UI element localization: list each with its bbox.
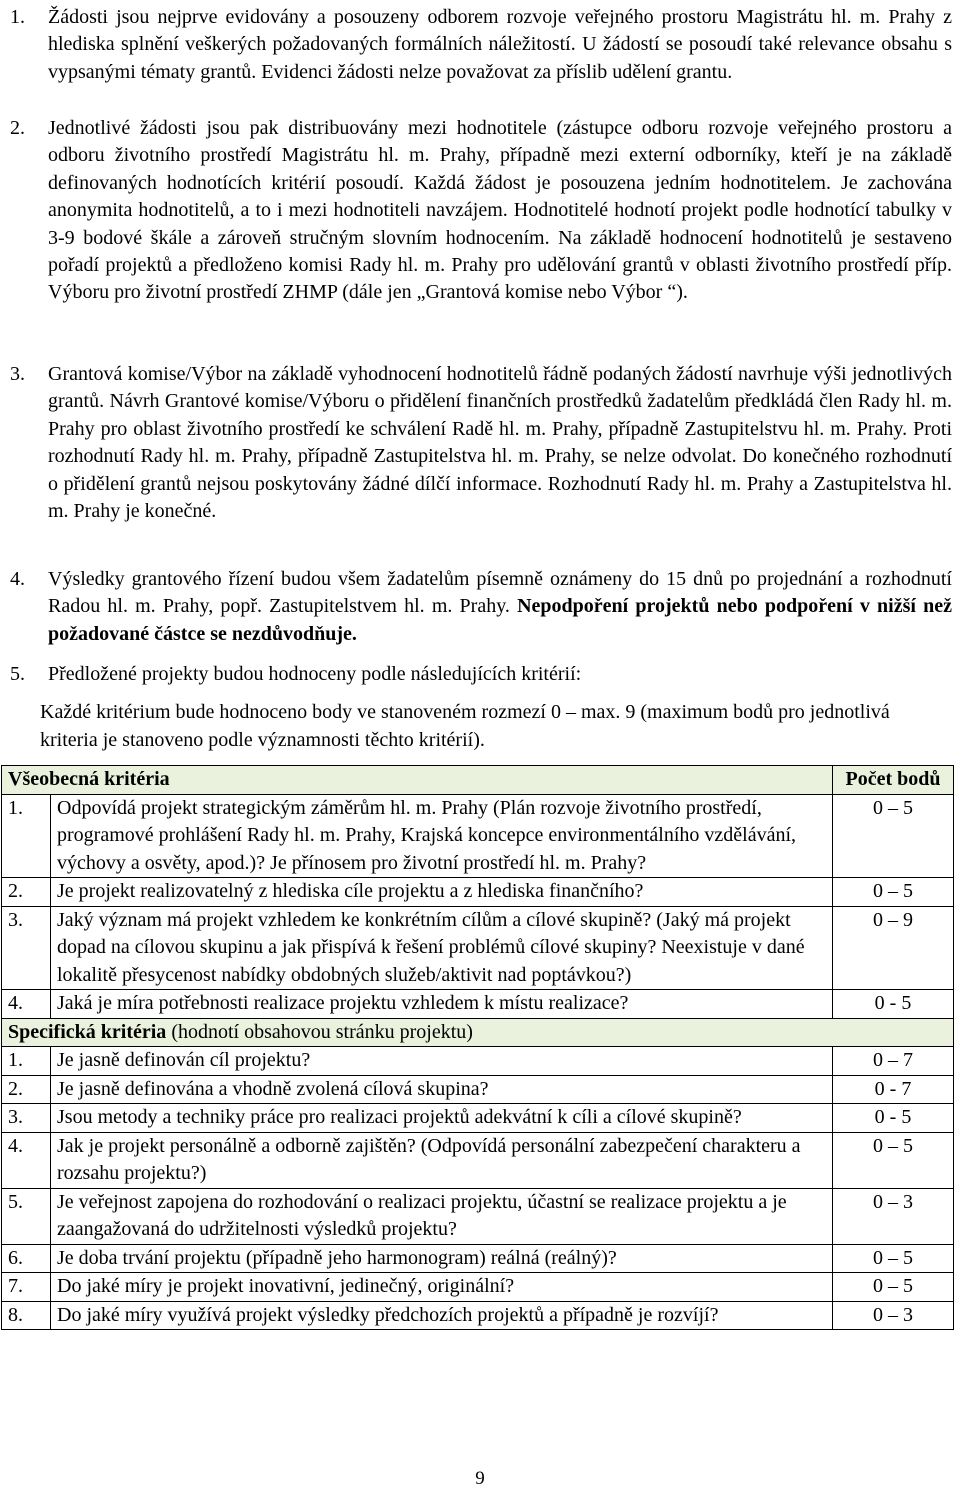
paragraph-bold-text: Nepodpoření projektů nebo podpoření v nižší než požadované částce se nezdůvodňuje.	[48, 595, 952, 645]
paragraph-5	[10, 661, 952, 688]
criteria-table	[1, 765, 954, 1330]
criterion-text: Do jaké míry je projekt inovativní, jedinečný, originální?	[51, 1273, 833, 1302]
paragraph-number: 4.	[10, 568, 25, 590]
row-number: 4.	[2, 990, 51, 1019]
criterion-points: 0 – 9	[833, 906, 954, 990]
page-number: 9	[475, 1468, 485, 1489]
specific-criteria-note: (hodnotí obsahovou stránku projektu)	[171, 1020, 473, 1043]
criterion-text: Jaká je míra potřebnosti realizace projektu vzhledem k místu realizace?	[51, 990, 833, 1019]
paragraph-3	[10, 361, 952, 525]
row-number: 3.	[2, 906, 51, 990]
table-row	[2, 1188, 954, 1244]
criterion-text: Je veřejnost zapojena do rozhodování o realizaci projektu, účastní se realizace projektu a je zaangažovaná do udržitelnosti výsledků projektu?	[51, 1188, 833, 1244]
criterion-points: 0 – 5	[833, 794, 954, 878]
criterion-points: 0 - 7	[833, 1075, 954, 1104]
row-number: 2.	[2, 1075, 51, 1104]
row-number: 3.	[2, 1104, 51, 1133]
criterion-text: Jaký význam má projekt vzhledem ke konkrétním cílům a cílové skupině? (Jaký má projekt dopad na cílovou skupinu a jak přispívá k řešení problémů cílové skupiny? Neexistuje v dané lokalitě přesycenost nabídky obdobných služeb/aktivit nad poptávkou?)	[51, 906, 833, 990]
table-row	[2, 990, 954, 1019]
criterion-points: 0 – 5	[833, 1244, 954, 1273]
criterion-points: 0 – 3	[833, 1301, 954, 1330]
table-row	[2, 794, 954, 878]
row-number: 6.	[2, 1244, 51, 1273]
general-criteria-header-row	[2, 766, 954, 795]
row-number: 4.	[2, 1132, 51, 1188]
table-row	[2, 1075, 954, 1104]
row-number: 1.	[2, 794, 51, 878]
paragraph-1	[10, 4, 952, 86]
criterion-text: Je projekt realizovatelný z hlediska cíle projektu a z hlediska finančního?	[51, 878, 833, 907]
row-number: 1.	[2, 1047, 51, 1076]
criterion-text: Je doba trvání projektu (případně jeho harmonogram) reálná (reálný)?	[51, 1244, 833, 1273]
paragraph-number: 3.	[10, 363, 25, 385]
paragraph-text: Výsledky grantového řízení budou všem žadatelům písemně oznámeny do 15 dnů po projednání a rozhodnutí Radou hl. m. Prahy, popř. Zastupitelstvem hl. m. Prahy.	[48, 568, 952, 618]
criterion-points: 0 - 5	[833, 1104, 954, 1133]
paragraph-text: Grantová komise/Výbor na základě vyhodnocení hodnotitelů řádně podaných žádostí navrhuje výši jednotlivých grantů. Návrh Grantové komise/Výboru o přidělení finančních prostředků žadatelům předkládá člen Rady hl. m. Prahy pro oblast životního prostředí ke schválení Radě hl. m. Prahy, případně Zastupitelstvu hl. m. Prahy. Proti rozhodnutí Rady hl. m. Prahy, případně Zastupitelstva hl. m. Prahy, se nelze odvolat. Do konečného rozhodnutí o přidělení grantů nejsou poskytovány žádné dílčí informace. Rozhodnutí Rady hl. m. Prahy a Zastupitelstva hl. m. Prahy je konečné.	[48, 363, 952, 523]
specific-criteria-header	[2, 1018, 954, 1047]
criterion-points: 0 – 5	[833, 878, 954, 907]
table-row	[2, 1244, 954, 1273]
paragraph-4	[10, 566, 952, 648]
criterion-points: 0 - 5	[833, 990, 954, 1019]
paragraph-2	[10, 115, 952, 307]
table-row	[2, 906, 954, 990]
table-row	[2, 1132, 954, 1188]
paragraph-number: 1.	[10, 6, 25, 28]
table-row	[2, 1273, 954, 1302]
general-criteria-header: Všeobecná kritéria	[2, 766, 833, 795]
criterion-text: Je jasně definována a vhodně zvolená cílová skupina?	[51, 1075, 833, 1104]
table-row	[2, 1104, 954, 1133]
paragraph-number: 2.	[10, 117, 25, 139]
criterion-points: 0 – 7	[833, 1047, 954, 1076]
row-number: 8.	[2, 1301, 51, 1330]
row-number: 7.	[2, 1273, 51, 1302]
row-number: 2.	[2, 878, 51, 907]
specific-criteria-header-row	[2, 1018, 954, 1047]
table-row	[2, 1047, 954, 1076]
criterion-text: Jsou metody a techniky práce pro realizaci projektů adekvátní k cíli a cílové skupině?	[51, 1104, 833, 1133]
paragraph-text: Jednotlivé žádosti jsou pak distribuovány mezi hodnotitele (zástupce odboru rozvoje veřejného prostoru a odboru životního prostředí Magistrátu hl. m. Prahy, případně mezi externí odborníky, kteří je na základě definovaných hodnotících kritérií posoudí. Každá žádost je posouzena jedním hodnotitelem. Je zachována anonymita hodnotitelů, a to i mezi hodnotiteli navzájem. Hodnotitelé hodnotí projekt podle hodnotící tabulky v 3-9 bodové škále a zároveň stručným slovním hodnocením. Na základě hodnocení hodnotitelů je sestaveno pořadí projektů a předloženo komisi Rady hl. m. Prahy pro udělování grantů v oblasti životního prostředí příp. Výboru pro životní prostředí ZHMP (dále jen „Grantová komise nebo Výbor “).	[48, 117, 952, 304]
table-row	[2, 1301, 954, 1330]
criterion-points: 0 – 5	[833, 1132, 954, 1188]
scoring-note: Každé kritérium bude hodnoceno body ve stanoveném rozmezí 0 – max. 9 (maximum bodů pro jednotlivá kriteria je stanoveno podle významnosti těchto kritérií).	[40, 701, 890, 751]
criterion-text: Je jasně definován cíl projektu?	[51, 1047, 833, 1076]
criterion-points: 0 – 3	[833, 1188, 954, 1244]
criterion-text: Odpovídá projekt strategickým záměrům hl. m. Prahy (Plán rozvoje životního prostředí, programové prohlášení Rady hl. m. Prahy, Krajská koncepce environmentálního vzdělávání, výchovy a osvěty, apod.)? Je přínosem pro životní prostředí hl. m. Prahy?	[51, 794, 833, 878]
paragraph-number: 5.	[10, 663, 25, 685]
specific-criteria-title: Specifická kritéria	[8, 1020, 167, 1043]
criterion-text: Jak je projekt personálně a odborně zajištěn? (Odpovídá personální zabezpečení charakteru a rozsahu projektu?)	[51, 1132, 833, 1188]
criterion-text: Do jaké míry využívá projekt výsledky předchozích projektů a případně je rozvíjí?	[51, 1301, 833, 1330]
paragraph-text: Předložené projekty budou hodnoceny podle následujících kritérií:	[48, 663, 582, 685]
table-row	[2, 878, 954, 907]
points-header: Počet bodů	[833, 766, 954, 795]
criterion-points: 0 – 5	[833, 1273, 954, 1302]
paragraph-text: Žádosti jsou nejprve evidovány a posouzeny odborem rozvoje veřejného prostoru Magistrátu hl. m. Prahy z hlediska splnění veškerých požadovaných formálních náležitostí. U žádostí se posoudí také relevance obsahu s vypsanými tématy grantů. Evidenci žádosti nelze považovat za příslib udělení grantu.	[48, 6, 952, 83]
row-number: 5.	[2, 1188, 51, 1244]
